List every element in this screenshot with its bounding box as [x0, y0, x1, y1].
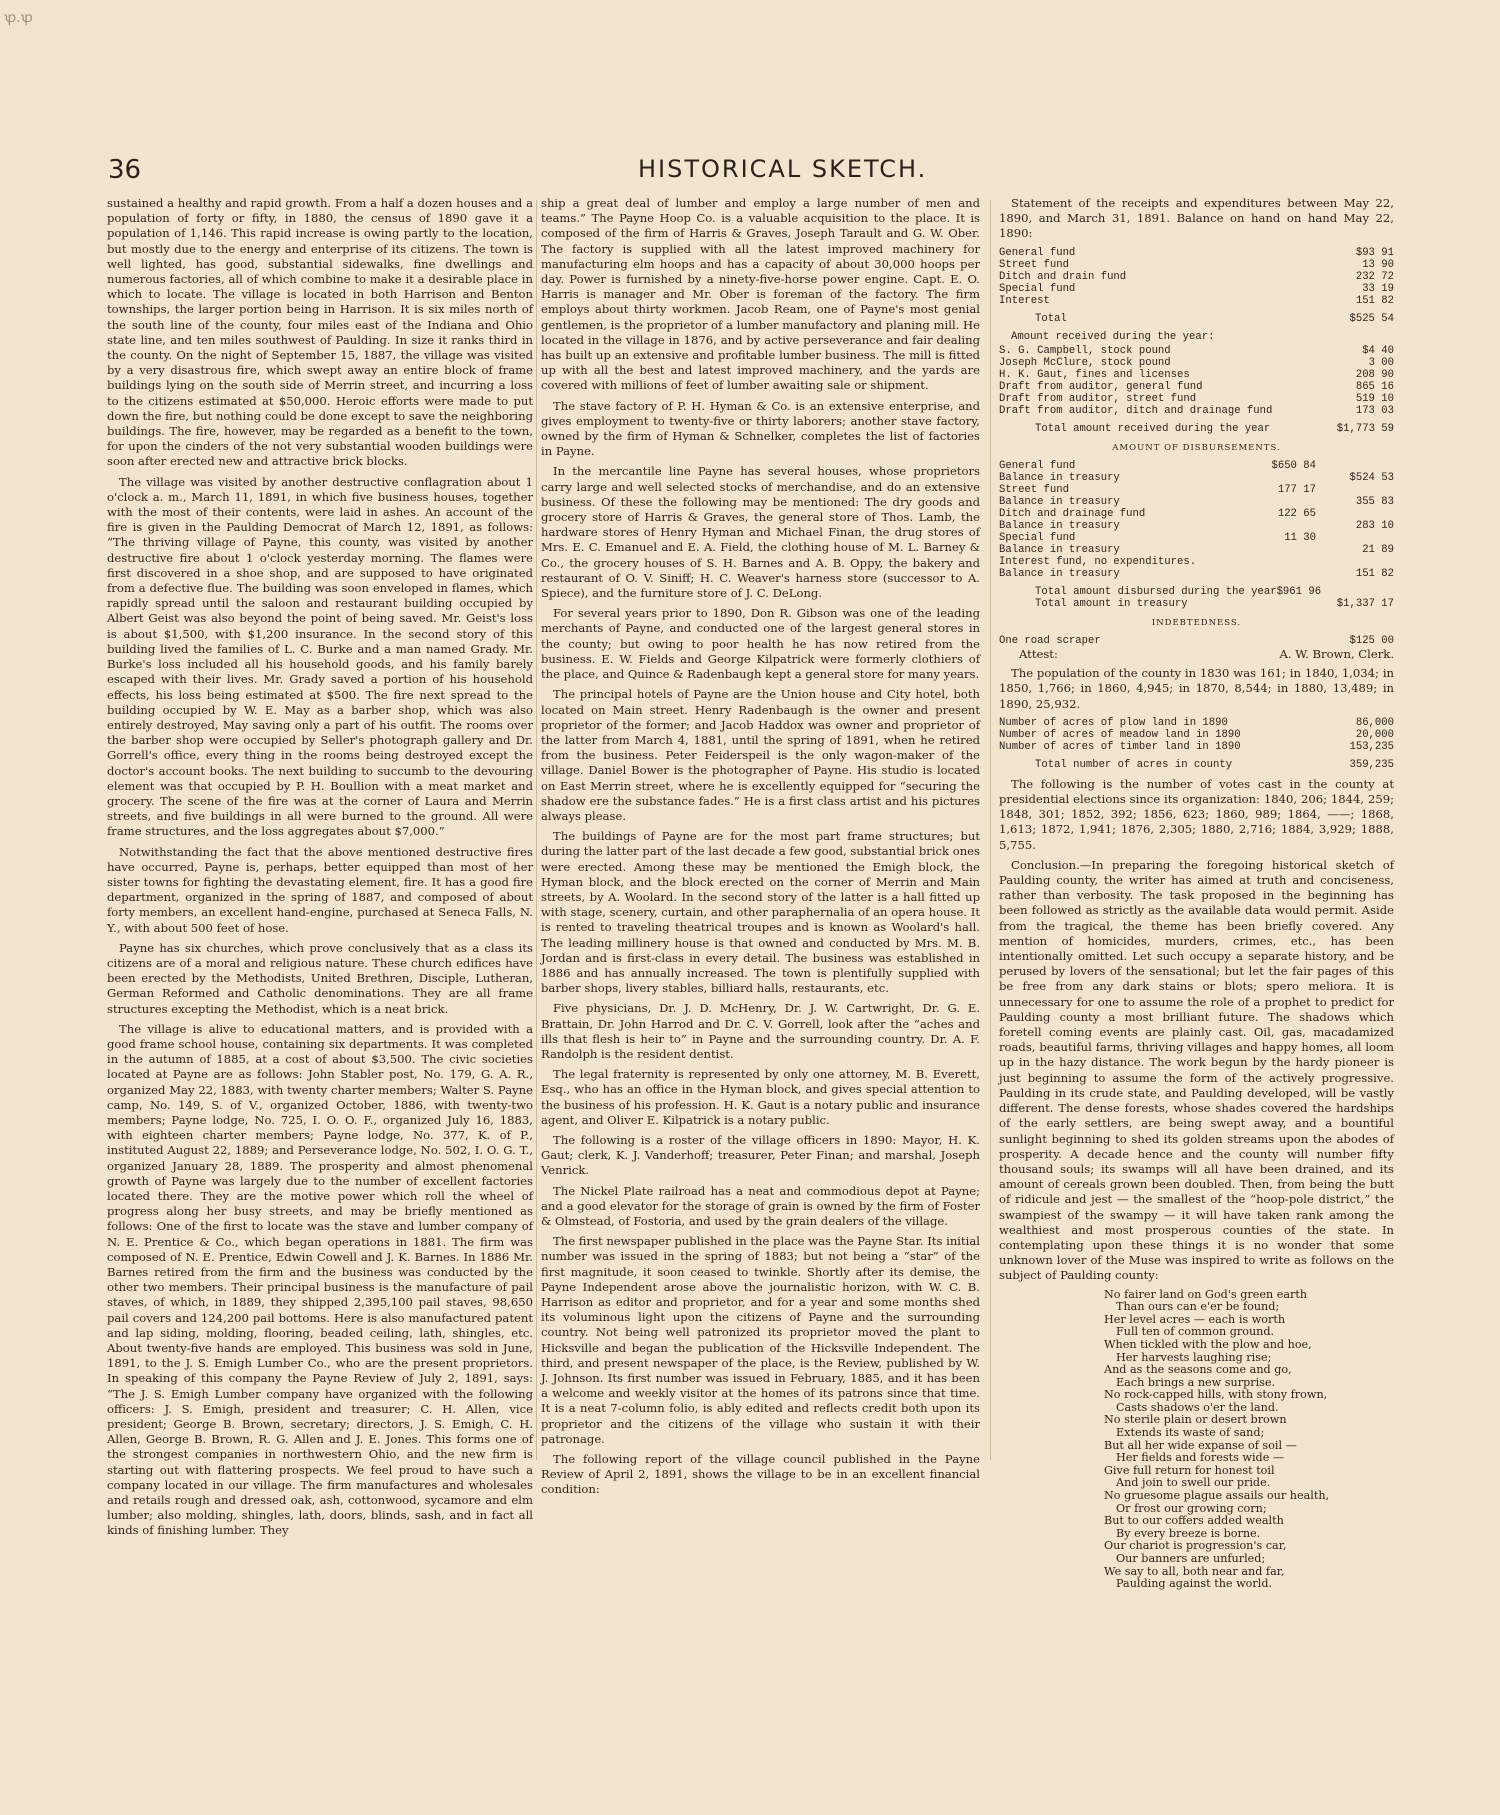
poem-line: When tickled with the plow and hoe, [1104, 1337, 1312, 1351]
ledger-row: General fund $93 91 [999, 246, 1394, 259]
paragraph: The following is a roster of the village officers in 1890: Mayor, H. K. Gaut; clerk, K. J. Vanderhoff; treasurer, Peter Finan; and marshal, Joseph Venrick. [541, 1132, 980, 1178]
statement-intro: Statement of the receipts and expenditures between May 22, 1890, and March 31, 1891. Balance on hand on hand May 22, 1890: [999, 196, 1394, 241]
ledger-total: Total number of acres in county 359,235 [1035, 758, 1394, 771]
ledger-row: Number of acres of timber land in 1890 153,235 [999, 740, 1394, 753]
disbursements-heading: AMOUNT OF DISBURSEMENTS. [1112, 442, 1281, 453]
ledger-row: Draft from auditor, street fund 519 10 [999, 392, 1394, 405]
paragraph: In the mercantile line Payne has several houses, whose proprietors carry large and well selected stocks of merchandise, and do an extensive business. Of these the following may be mentioned: The dry goods and grocery store of Harris & Graves, the general store of Thos. Lamb, the hardware stores of Henry Hyman and Michael Finan, the drug stores of Mrs. E. C. Emanuel and E. A. Field, the clothing house of M. L. Barney & Co., the grocery houses of S. H. Barnes and A. B. Oppy, the bakery and restaurant of O. V. Siniff; H. C. Weaver's harness store (successor to A. Spiece), and the furniture store of J. C. DeLong. [541, 464, 980, 601]
received-heading: Amount received during the year: [1011, 330, 1215, 343]
poem-line: And join to swell our pride. [1116, 1476, 1271, 1490]
paragraph: The buildings of Payne are for the most part frame structures; but during the latter part of the last decade a few good, substantial brick ones were erected. Among these may be mentioned the Emigh block, the Hyman block, and the block erected on the corner of Merrin and Main streets, by A. Woolard. In the second story of the latter is a hall fitted up with stage, scenery, curtain, and other paraphernalia of an opera house. It is rented to traveling theatrical troupes and is known as Woolard's hall. The leading millinery house is that owned and conducted by Mrs. M. B. Jordan and is first-class in every detail. The business was established in 1886 and has annually increased. The town is plentifully supplied with barber shops, livery stables, billiard halls, restaurants, etc. [541, 829, 980, 996]
poem-line: Or frost our growing corn; [1116, 1501, 1267, 1515]
poem-line: Her fields and forests wide — [1116, 1451, 1285, 1465]
page-title: HISTORICAL SKETCH. [638, 155, 928, 183]
ledger-row: Special fund 33 19 [999, 282, 1394, 295]
paragraph: The Nickel Plate railroad has a neat and commodious depot at Payne; and a good elevator for the storage of grain is owned by the firm of Foster & Olmstead, of Fostoria, and used by the grain dealers of the village. [541, 1183, 980, 1228]
ledger-row: Joseph McClure, stock pound 3 00 [999, 356, 1394, 369]
paragraph: sustained a healthy and rapid growth. From a half a dozen houses and a population of forty or fifty, in 1880, the census of 1890 gave it a population of 1,146. This rapid increase is owing partly to the location, but mostly due to the energy and enterprise of its citizens. The town is well lighted, has good, substantial sidewalks, fine dwellings and numerous factories, all of which combine to make it a desirable place in which to locate. The village is located in both Harrison and Benton townships, the larger portion being in Harrison. It is six miles north of the south line of the county, four miles east of the Indiana and Ohio state line, and ten miles southwest of Paulding. In size it ranks third in the county. On the night of September 15, 1887, the village was visited by a very disastrous fire, which swept away an entire block of frame buildings lying on the south side of Merrin street, and incurring a loss to the citizens estimated at $50,000. Heroic efforts were made to put down the fire, but nothing could be done except to save the neighboring buildings. The fire, however, may be regarded as a benefit to the town, for upon the cinders of the not very substantial wooden buildings were soon after erected new and attractive brick blocks. [107, 196, 533, 469]
paragraph: For several years prior to 1890, Don R. Gibson was one of the leading merchants of Payne, and conducted one of the largest general stores in the county; but owing to poor health he has now retired from the business. E. W. Fields and George Kilpatrick were formerly clothiers of the place, and Quince & Radenbaugh kept a general store for many years. [541, 606, 980, 682]
poem-line: Give full return for honest toil [1104, 1463, 1275, 1477]
ledger-row: General fund $650 84 [999, 459, 1316, 472]
received-table [999, 345, 1394, 435]
ledger-row: Special fund 11 30 [999, 531, 1316, 544]
acres-table [999, 717, 1394, 771]
poem-line: Each brings a new surprise. [1116, 1375, 1276, 1389]
poem-line: Our banners are unfurled; [1116, 1552, 1266, 1565]
poem-line: No rock-capped hills, with stony frown, [1104, 1388, 1328, 1402]
ledger-row: Number of acres of meadow land in 1890 20,000 [999, 728, 1394, 741]
poem-line: Our chariot is progression's car, [1104, 1539, 1287, 1553]
population-paragraph: The population of the county in 1830 was 161; in 1840, 1,034; in 1850, 1,766; in 1860, 4,945; in 1870, 8,544; in 1880, 13,489; in 1890, 25,932. [999, 666, 1394, 711]
indebtedness-heading: INDEBTEDNESS. [1151, 617, 1242, 628]
poem-line: But all her wide expanse of soil — [1104, 1438, 1297, 1452]
ledger-row: Balance in treasury 21 89 [999, 543, 1394, 556]
poem-line: No gruesome plague assails our health, [1104, 1489, 1330, 1503]
paragraph: The following report of the village council published in the Payne Review of April 2, 1891, shows the village to be in an excellent financial condition: [541, 1452, 980, 1497]
ledger-row: Balance in treasury 151 82 [999, 567, 1394, 580]
ledger-row: Balance in treasury 283 10 [999, 519, 1394, 532]
poem-line: Casts shadows o'er the land. [1116, 1400, 1279, 1414]
balance-table [999, 247, 1394, 325]
text-column-3 [999, 196, 1394, 1591]
poem-line: We say to all, both near and far, [1104, 1564, 1285, 1578]
paragraph: The principal hotels of Payne are the Union house and City hotel, both located on Main street. Henry Radenbaugh is the owner and present proprietor of the former; and Jacob Haddox was owner and proprietor of the latter from March 4, 1881, until the spring of 1891, when he retired from the business. Peter Feiderspeil is the only wagon-maker of the village. Daniel Bower is the photographer of Payne. His studio is located on East Merrin street, where he is excellently equipped for “securing the shadow ere the substance fades.” He is a first class artist and his pictures always please. [541, 687, 980, 823]
poem-line: Her level acres — each is worth [1104, 1312, 1286, 1326]
votes-paragraph: The following is the number of votes cast in the county at presidential elections since its organization: 1840, 206; 1844, 259; 1848, 301; 1852, 392; 1856, 623; 1860, 989; 1864, ——; 1868, 1,613; 1872, 1,941; 1876, 2,305; 1880, 2,716; 1884, 3,929; 1888, 5,755. [999, 776, 1394, 852]
poem-line: Paulding against the world. [1116, 1577, 1273, 1591]
paragraph: The first newspaper published in the place was the Payne Star. Its initial number was issued in the spring of 1883; but not being a “star” of the first magnitude, it soon ceased to twinkle. Shortly after its demise, the Payne Independent arose above the journalistic horizon, with W. C. B. Harrison as editor and proprietor, and for a year and some months shed its voluminous light upon the citizens of Payne and the surrounding country. Not being well patronized its proprietor moved the plant to Hicksville and began the publication of the Hicksville Independent. The third, and present newspaper of the place, is the Review, published by W. J. Johnson. Its first number was issued in February, 1885, and it has been a welcome and weekly visitor at the homes of its patrons since that time. It is a neat 7-column folio, is ably edited and reflects credit both upon its proprietor and the citizens of the village who sustain it with their patronage. [541, 1234, 980, 1446]
paragraph: The stave factory of P. H. Hyman & Co. is an extensive enterprise, and gives employment to twenty-five or thirty laborers; another stave factory, owned by the firm of Hyman & Schnelker, completes the list of factories in Payne. [541, 398, 980, 459]
paragraph: The village was visited by another destructive conflagration about 1 o'clock a. m., March 11, 1891, in which five business houses, together with the most of their contents, were laid in ashes. An account of the fire is given in the Paulding Democrat of March 12, 1891, as follows: “The thriving village of Payne, this county, was visited by another destructive fire about 1 o'clock yesterday morning. The flames were first discovered in a shoe shop, and are supposed to have originated from a defective flue. The building was soon enveloped in flames, which rapidly spread until the saloon and restaurant building occupied by Albert Geist was also beyond the point of being saved. Mr. Geist's loss is about $1,500, with $1,200 insurance. In the second story of this building lived the families of L. C. Burke and a man named Grady. Mr. Burke's loss included all his household goods, and his family barely escaped with their lives. Mr. Grady saved a portion of his household effects, his loss being estimated at $500. The fire next spread to the building occupied by W. E. May as a barber shop, which was also entirely destroyed, May saving only a part of his outfit. The rooms over the barber shop were occupied by Seller's photograph gallery and Dr. Gorrell's office, every thing in the rooms being destroyed except the doctor's account books. The next building to succumb to the devouring element was that occupied by P. H. Boullion with a meat market and grocery. The scene of the fire was at the corner of Laura and Merrin streets, and five buildings in all were burned to the ground. All were frame structures, and the loss aggregates about $7,000.” [107, 474, 533, 839]
attest-line [999, 647, 1394, 662]
disbursements-table [999, 460, 1394, 610]
page-header [108, 155, 1398, 189]
poem-line: By every breeze is borne. [1116, 1526, 1261, 1540]
pencil-marginalia: ꝕ.ꝕ [4, 10, 33, 26]
page-number: 36 [108, 155, 142, 185]
paragraph: The legal fraternity is represented by only one attorney, M. B. Everett, Esq., who has an office in the Hyman block, and gives special attention to the business of his profession. H. K. Gaut is a notary public and insurance agent, and Oliver E. Kilpatrick is a notary public. [541, 1067, 980, 1127]
ledger-total: Total $525 54 [1035, 312, 1394, 325]
ledger-row: Interest fund, no expenditures. [999, 555, 1197, 568]
ledger-row: Ditch and drainage fund 122 65 [999, 507, 1316, 520]
paragraph: Five physicians, Dr. J. D. McHenry, Dr. J. W. Cartwright, Dr. G. E. Brattain, Dr. John Harrod and Dr. C. V. Gorrell, look after the “aches and ills that flesh is heir to” in Payne and the surrounding country. Dr. A. F. Randolph is the resident dentist. [541, 1001, 980, 1061]
ledger-row: Interest 151 82 [999, 294, 1394, 307]
ledger-row: H. K. Gaut, fines and licenses 208 90 [999, 368, 1394, 381]
text-column-1 [107, 196, 533, 1538]
paragraph: Notwithstanding the fact that the above mentioned destructive fires have occurred, Payne is, perhaps, better equipped than most of her sister towns for fighting the devastating element, fire. It has a good fire department, organized in the spring of 1887, and composed of about forty members, an excellent hand-engine, purchased at Seneca Falls, N. Y., with about 500 feet of hose. [107, 844, 533, 935]
poem-line: Extends its waste of sand; [1116, 1426, 1265, 1440]
poem-line: Full ten of common ground. [1116, 1325, 1275, 1339]
paragraph: ship a great deal of lumber and employ a large number of men and teams.” The Payne Hoop Co. is a valuable acquisition to the place. It is composed of the firm of Harris & Graves, Joseph Tarault and G. W. Ober. The factory is supplied with all the latest improved machinery for manufacturing elm hoops and has a capacity of about 30,000 hoops per day. Power is furnished by a ninety-five-horse power engine. Capt. E. O. Harris is manager and Mr. Ober is foreman of the factory. The firm employs about thirty workmen. Jacob Ream, one of Payne's most genial gentlemen, is the proprietor of a lumber manufactory and planing mill. He located in the village in 1876, and by active perseverance and fair dealing has built up an extensive and profitable lumber business. The mill is fitted up with all the best and latest improved machinery, and the yards are covered with millions of feet of lumber awaiting sale or shipment. [541, 196, 980, 393]
ledger-row: Balance in treasury $524 53 [999, 471, 1394, 484]
ledger-row: Ditch and drain fund 232 72 [999, 270, 1394, 283]
ledger-row: Draft from auditor, general fund 865 16 [999, 380, 1394, 393]
ledger-total: Total amount received during the year $1,773 59 [1035, 422, 1394, 435]
ledger-total: Total amount disbursed during the year $961 96 [1035, 585, 1322, 598]
attest-label: Attest: [1019, 647, 1058, 662]
ledger-row: Balance in treasury 355 83 [999, 495, 1394, 508]
poem-line: Than ours can e'er be found; [1116, 1300, 1280, 1314]
poem-line: And as the seasons come and go, [1104, 1363, 1292, 1377]
ledger-row: S. G. Campbell, stock pound $4 40 [999, 344, 1394, 357]
poem [1104, 1289, 1394, 1591]
paragraph: The village is alive to educational matters, and is provided with a good frame school house, containing six departments. It was completed in the autumn of 1885, at a cost of about $3,500. The civic societies located at Payne are as follows: John Stabler post, No. 179, G. A. R., organized May 22, 1883, with twenty charter members; Walter S. Payne camp, No. 149, S. of V., organized October, 1886, with twenty-two members; Payne lodge, No. 725, I. O. O. F., organized July 16, 1883, with eighteen charter members; Payne lodge, No. 377, K. of P., instituted August 22, 1889; and Perseverance lodge, No. 502, I. O. G. T., organized January 28, 1889. The prosperity and almost phenomenal growth of Payne was largely due to the number of excellent factories located there. They are the motive power which roll the wheel of progress along her busy streets, and may be briefly mentioned as follows: One of the first to locate was the stave and lumber company of N. E. Prentice & Co., which began operations in 1881. The firm was composed of N. E. Prentice, Edwin Cowell and J. K. Barnes. In 1886 Mr. Barnes retired from the firm and the business was conducted by the other two members. Their principal business is the manufacture of pail staves, of which, in 1889, they shipped 2,395,100 pail staves, 98,650 pail covers and 124,200 pail bottoms. Here is also manufactured patent and lap siding, molding, flooring, beaded ceiling, lath, shingles, etc. About twenty-five hands are employed. This business was sold in June, 1891, to the J. S. Emigh Lumber Co., who are the present proprietors. In speaking of this company the Payne Review of July 2, 1891, says: “The J. S. Emigh Lumber company have organized with the following officers: J. S. Emigh, president and treasurer; C. H. Allen, vice president; George B. Brown, secretary; directors, J. S. Emigh, C. H. Allen, George B. Brown, R. G. Allen and J. E. Jones. This forms one of the strongest companies in northwestern Ohio, and the new firm is starting out with flattering prospects. We feel proud to have such a company located in our village. The firm manufactures and wholesales and retails rough and dressed oak, ash, cottonwood, sycamore and elm lumber; also molding, shingles, lath, doors, blinds, sash, and in fact all kinds of finishing lumber. They [107, 1021, 533, 1538]
poem-line: No sterile plain or desert brown [1104, 1413, 1287, 1427]
ledger-row: Draft from auditor, ditch and drainage fund 173 03 [999, 404, 1394, 417]
paragraph: Payne has six churches, which prove conclusively that as a class its citizens are of a moral and religious nature. These church edifices have been erected by the Methodists, United Brethren, Disciple, Lutheran, German Reformed and Catholic denominations. They are all frame structures excepting the Methodist, which is a neat brick. [107, 940, 533, 1016]
poem-line: No fairer land on God's green earth [1104, 1287, 1308, 1301]
column-divider [990, 200, 991, 1460]
column-divider [536, 200, 537, 1460]
ledger-row: One road scraper $125 00 [999, 635, 1394, 648]
text-column-2 [541, 196, 980, 1497]
conclusion-paragraph: Conclusion.—In preparing the foregoing historical sketch of Paulding county, the writer has aimed at truth and conciseness, rather than verbosity. The task proposed in the beginning has been followed as strictly as the available data would permit. Aside from the tragical, the theme has been briefly covered. Any mention of homicides, murders, crimes, etc., has been intentionally omitted. Let such occupy a separate history, and be perused by lovers of the sensational; but let the fair pages of this be free from any dark stains or blots; spero meliora. It is unnecessary for one to assume the role of a prophet to predict for Paulding county a most brilliant future. The shadows which foretell coming events are plainly cast. Oil, gas, macadamized roads, beautiful farms, thriving villages and happy homes, all loom up in the hazy distance. The work begun by the hardy pioneer is just beginning to assume the form of the actively progressive. Paulding in its crude state, and Paulding developed, will be vastly different. The dense forests, whose shades covered the hardships of the early settlers, are being swept away, and a bountiful sunlight beginning to shed its golden streams upon the abodes of prosperity. A decade hence and the county will number fifty thousand souls; its swamps will all have been drained, and its amount of cereals grown been doubled. Then, from being the butt of ridicule and jest — the smallest of the “hoop-pole district,” the swampiest of the swampy — it will have taken rank among the wealthiest and most prosperous counties of the state. In contemplating upon these things it is no wonder that some unknown lover of the Muse was inspired to write as follows on the subject of Paulding county: [999, 857, 1394, 1283]
poem-line: Her harvests laughing rise; [1116, 1350, 1272, 1364]
ledger-row: Street fund 177 17 [999, 483, 1316, 496]
ledger-total: Total amount in treasury $1,337 17 [1035, 597, 1394, 610]
ledger-row: Number of acres of plow land in 1890 86,000 [999, 716, 1394, 729]
clerk-signature: A. W. Brown, Clerk. [1279, 647, 1394, 662]
poem-line: But to our coffers added wealth [1104, 1514, 1284, 1528]
ledger-row: Street fund 13 90 [999, 258, 1394, 271]
